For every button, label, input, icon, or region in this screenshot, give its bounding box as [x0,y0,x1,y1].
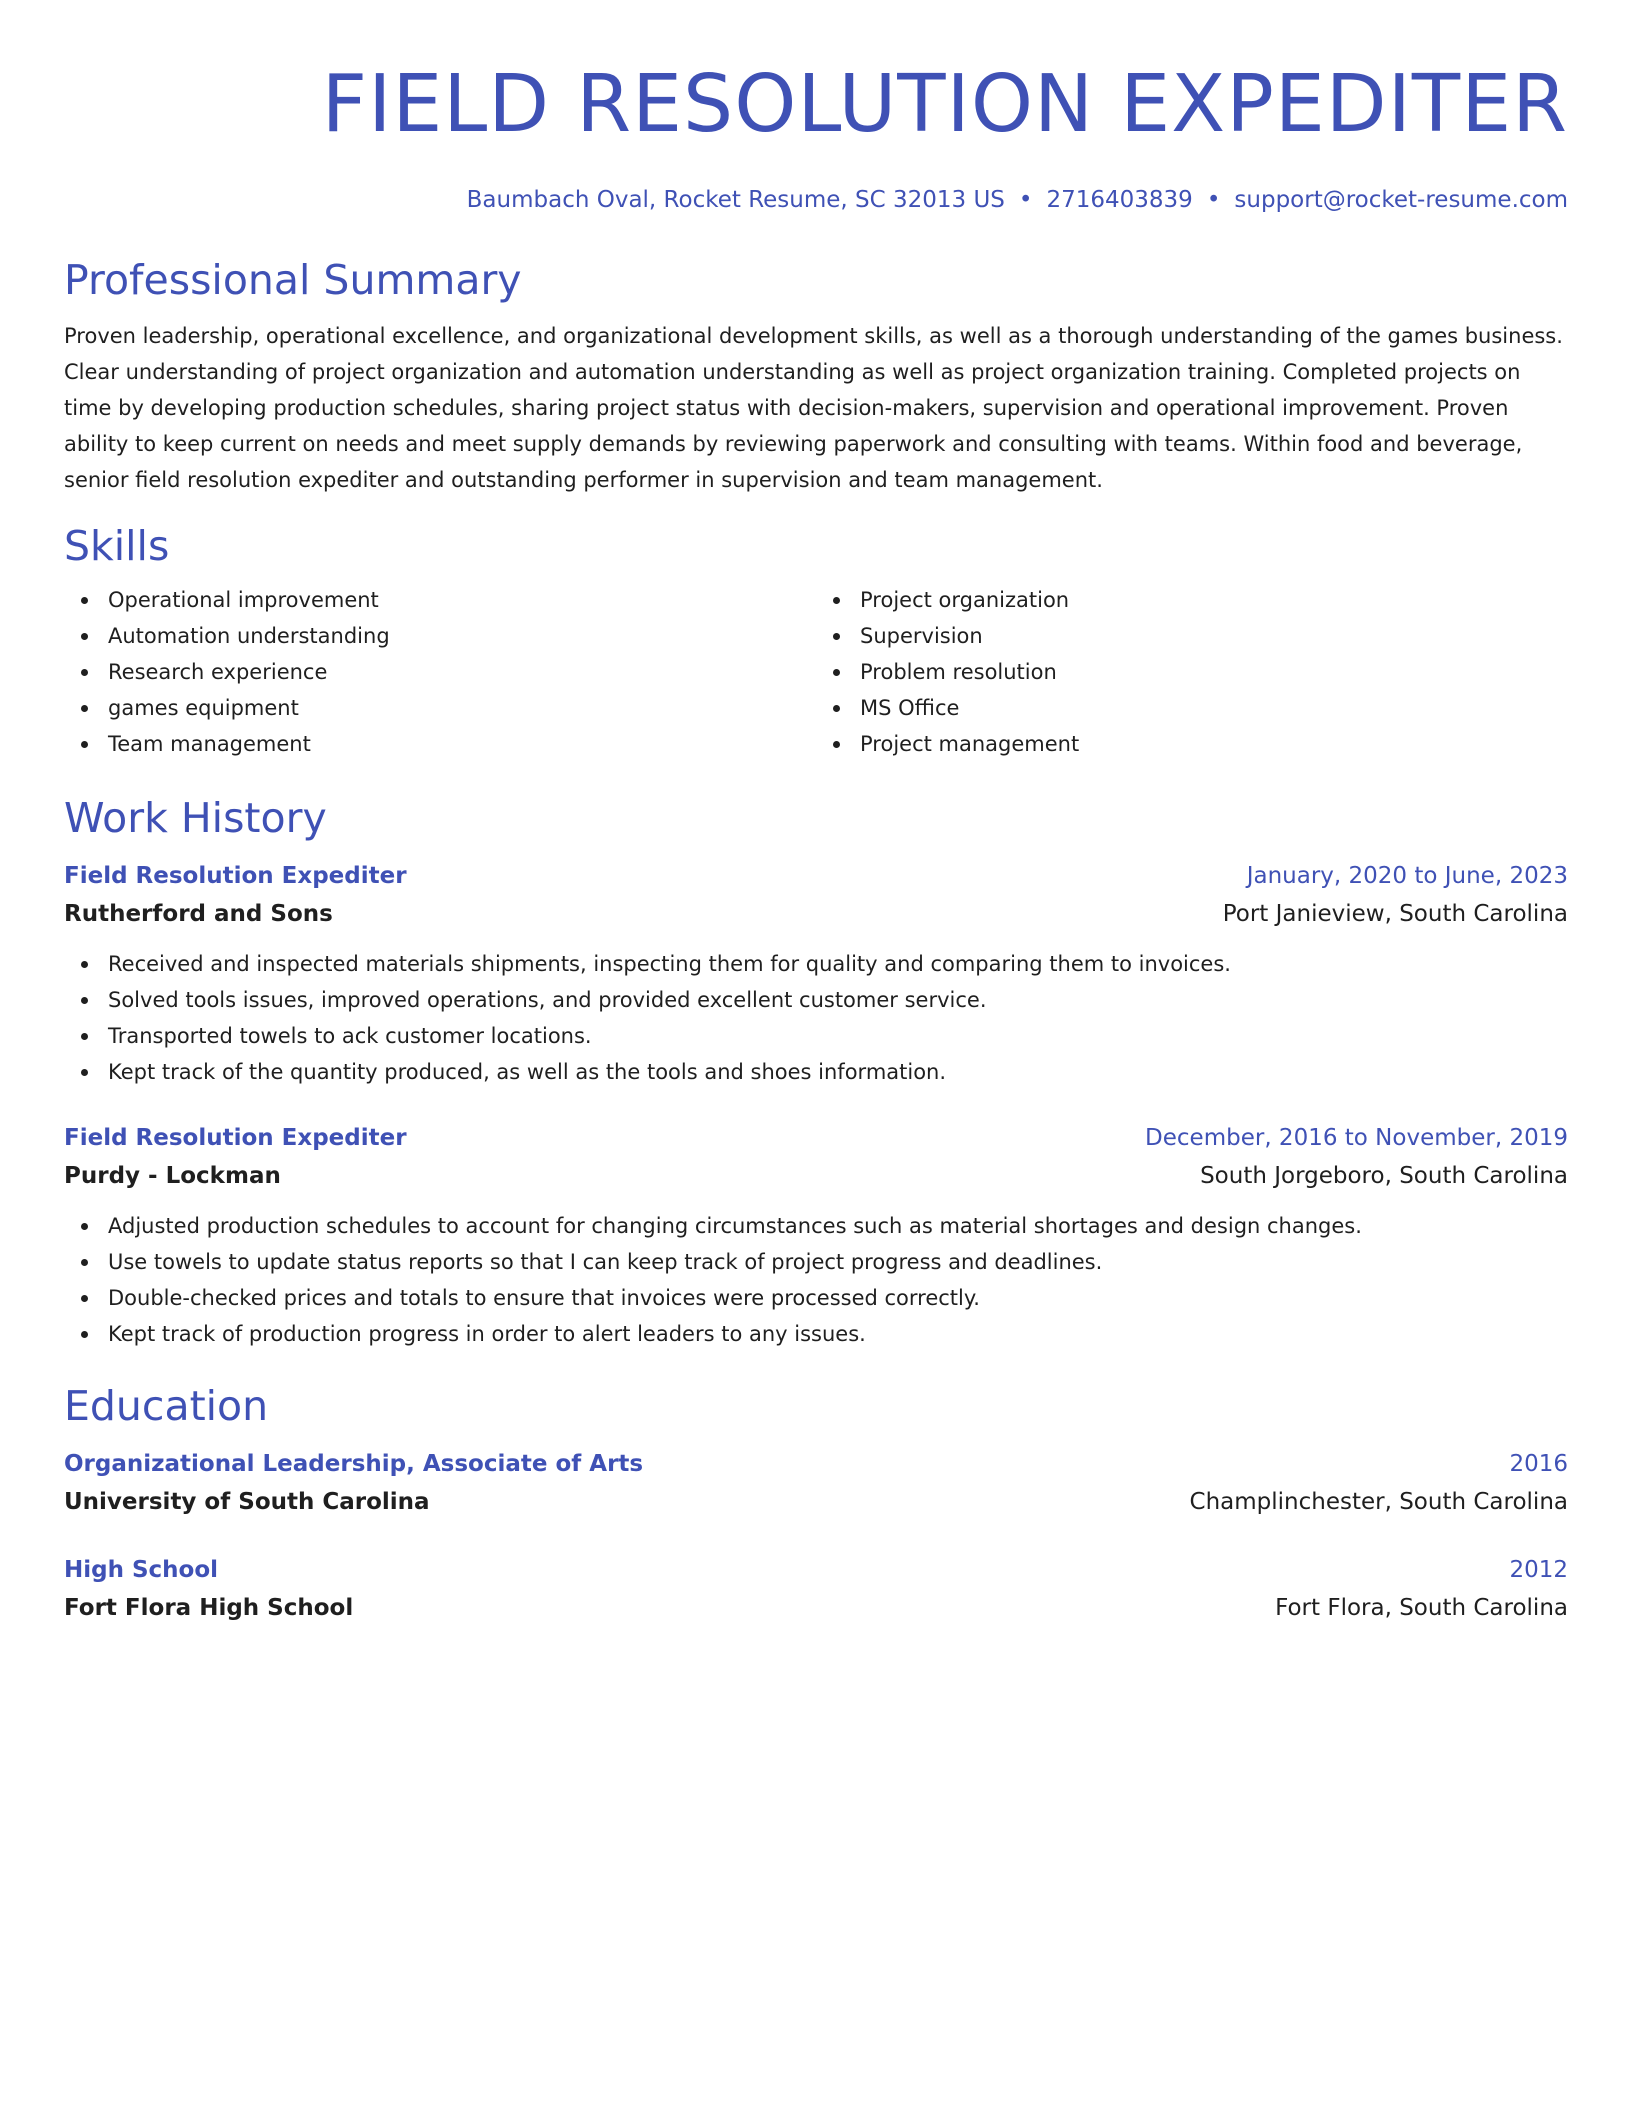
skill-item: Research experience [64,654,816,690]
job-responsibilities [64,946,1568,1090]
job-responsibilities [64,1208,1568,1352]
skill-item: Project management [816,726,1568,762]
responsibility-item: Kept track of the quantity produced, as well as the tools and shoes information. [64,1054,1568,1090]
education-entry [64,1552,1568,1628]
job-entry [64,1120,1568,1352]
skills-column-left [64,582,816,762]
contact-line [64,184,1568,216]
email-link[interactable]: support@rocket-resume.com [1234,187,1568,213]
company-name: Purdy - Lockman [64,1163,281,1189]
company-name: Rutherford and Sons [64,901,333,927]
job-dates: December, 2016 to November, 2019 [1145,1125,1568,1151]
responsibility-item: Adjusted production schedules to account for changing circumstances such as material shortages and design changes. [64,1208,1568,1244]
job-location: South Jorgeboro, South Carolina [1200,1163,1568,1189]
skill-item: Supervision [816,618,1568,654]
graduation-year: 2012 [1509,1557,1568,1583]
degree: Organizational Leadership, Associate of Arts [64,1451,644,1477]
separator-dot: • [1206,187,1221,213]
education-heading: Education [64,1382,269,1430]
school-location: Fort Flora, South Carolina [1275,1595,1568,1621]
skills-list [64,582,1568,762]
skill-item: MS Office [816,690,1568,726]
candidate-name: FIELD RESOLUTION EXPEDITER [321,58,1568,150]
responsibility-item: Solved tools issues, improved operations, and provided excellent customer service. [64,982,1568,1018]
job-title: Field Resolution Expediter [64,863,407,889]
skill-item: Problem resolution [816,654,1568,690]
address: Baumbach Oval, Rocket Resume, SC 32013 US [466,187,1005,213]
responsibility-item: Kept track of production progress in order to alert leaders to any issues. [64,1316,1568,1352]
responsibility-item: Use towels to update status reports so that I can keep track of project progress and deadlines. [64,1244,1568,1280]
school-location: Champlinchester, South Carolina [1189,1489,1568,1515]
work-history-heading: Work History [64,794,327,842]
summary-heading: Professional Summary [64,256,522,304]
skill-item: games equipment [64,690,816,726]
job-dates: January, 2020 to June, 2023 [1246,863,1568,889]
school-name: Fort Flora High School [64,1595,354,1621]
skill-item: Project organization [816,582,1568,618]
job-title: Field Resolution Expediter [64,1125,407,1151]
education-entry [64,1446,1568,1522]
skill-item: Operational improvement [64,582,816,618]
responsibility-item: Double-checked prices and totals to ensure that invoices were processed correctly. [64,1280,1568,1316]
summary-text: Proven leadership, operational excellence, and organizational development skills, as well as a thorough understanding of the games business. Clear understanding of project organization and automation understanding as well as project organization training. Completed projects on time by developing production schedules, sharing project status with decision-makers, supervision and operational improvement. Proven ability to keep current on needs and meet supply demands by reviewing paperwork and consulting with teams. Within food and beverage, senior field resolution expediter and outstanding performer in supervision and team management. [64,324,1563,492]
skills-heading: Skills [64,522,170,570]
skills-column-right [816,582,1568,762]
responsibility-item: Transported towels to ack customer locations. [64,1018,1568,1054]
job-entry [64,858,1568,1090]
skill-item: Automation understanding [64,618,816,654]
responsibility-item: Received and inspected materials shipments, inspecting them for quality and comparing them to invoices. [64,946,1568,982]
separator-dot: • [1018,187,1033,213]
skill-item: Team management [64,726,816,762]
graduation-year: 2016 [1509,1451,1568,1477]
job-location: Port Janieview, South Carolina [1222,901,1568,927]
degree: High School [64,1557,219,1583]
school-name: University of South Carolina [64,1489,430,1515]
phone[interactable]: 2716403839 [1046,187,1193,213]
